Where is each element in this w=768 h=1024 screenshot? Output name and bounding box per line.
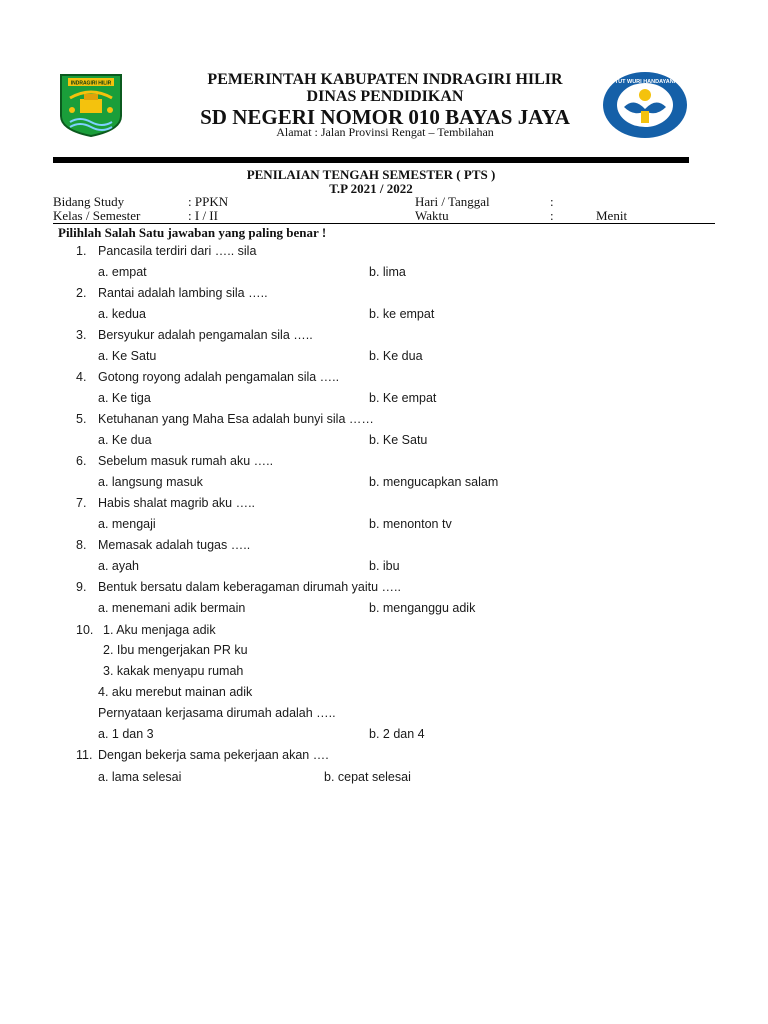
logo-motto-text: TUT WURI HANDAYANI [614, 79, 676, 85]
option-b: b. Ke dua [369, 349, 423, 363]
time-unit: Menit [596, 208, 628, 223]
question-number: 4. [76, 370, 87, 384]
option-b: b. menganggu adik [369, 601, 476, 615]
option-a: a. 1 dan 3 [98, 727, 154, 741]
question-text: Dengan bekerja sama pekerjaan akan …. [98, 748, 329, 762]
option-a: a. menemani adik bermain [98, 601, 246, 615]
question-text: Pancasila terdiri dari ….. sila [98, 244, 257, 258]
question-number: 9. [76, 580, 87, 594]
statement-3: 3. kakak menyapu rumah [103, 664, 244, 678]
question-number: 1. [76, 244, 87, 258]
question-text: Bentuk bersatu dalam keberagaman dirumah yaitu ….. [98, 580, 401, 594]
statement-4: 4. aku merebut mainan adik [98, 685, 253, 699]
header-divider [53, 157, 689, 163]
option-b: b. ke empat [369, 307, 435, 321]
question-number: 11. [76, 748, 93, 762]
date-value: : [550, 194, 554, 209]
question-text: Ketuhanan yang Maha Esa adalah bunyi sila …… [98, 412, 374, 426]
subject-label: Bidang Study [53, 194, 125, 209]
regency-emblem-logo [58, 72, 124, 138]
option-a: a. ayah [98, 559, 140, 573]
option-b: b. mengucapkan salam [369, 475, 499, 489]
statement-2: 2. Ibu mengerjakan PR ku [103, 643, 248, 657]
exam-title: PENILAIAN TENGAH SEMESTER ( PTS ) [246, 167, 496, 182]
class-value: : I / II [188, 208, 218, 223]
question-number: 10. [76, 623, 94, 637]
option-a: a. langsung masuk [98, 475, 203, 489]
question-number: 5. [76, 412, 87, 426]
option-b: b. lima [369, 265, 406, 279]
date-label: Hari / Tanggal [415, 194, 490, 209]
emblem-banner-text: INDRAGIRI HILIR [70, 80, 112, 87]
option-a: a. Ke dua [98, 433, 152, 447]
option-a: a. lama selesai [98, 770, 182, 784]
school-address: Alamat : Jalan Provinsi Rengat – Tembilahan [276, 125, 494, 139]
school-year: T.P 2021 / 2022 [329, 181, 413, 196]
instruction: Pilihlah Salah Satu jawaban yang paling benar ! [58, 225, 327, 240]
option-b: b. 2 dan 4 [369, 727, 425, 741]
option-a: a. mengaji [98, 517, 156, 531]
school-name: SD NEGERI NOMOR 010 BAYAS JAYA [200, 105, 570, 129]
time-label: Waktu [415, 208, 449, 223]
option-b: b. ibu [369, 559, 400, 573]
option-a: a. kedua [98, 307, 146, 321]
government-heading: PEMERINTAH KABUPATEN INDRAGIRI HILIR [207, 71, 563, 88]
question-text: Pernyataan kerjasama dirumah adalah ….. [98, 706, 336, 720]
subject-value: : PPKN [188, 194, 229, 209]
question-text: Gotong royong adalah pengamalan sila ….. [98, 370, 340, 384]
class-label: Kelas / Semester [53, 208, 141, 223]
question-text: Bersyukur adalah pengamalan sila ….. [98, 328, 313, 342]
question-text: Memasak adalah tugas ….. [98, 538, 251, 552]
department-heading: DINAS PENDIDIKAN [306, 88, 464, 105]
info-divider [53, 223, 715, 224]
option-a: a. empat [98, 265, 147, 279]
option-b: b. cepat selesai [324, 770, 411, 784]
option-a: a. Ke Satu [98, 349, 157, 363]
question-number: 6. [76, 454, 87, 468]
question-text: Habis shalat magrib aku ….. [98, 496, 256, 510]
statement-1: 1. Aku menjaga adik [103, 623, 216, 637]
question-number: 2. [76, 286, 87, 300]
option-b: b. Ke empat [369, 391, 437, 405]
time-colon: : [550, 208, 554, 223]
option-b: b. menonton tv [369, 517, 452, 531]
question-text: Sebelum masuk rumah aku ….. [98, 454, 274, 468]
question-number: 7. [76, 496, 87, 510]
question-number: 3. [76, 328, 87, 342]
question-number: 8. [76, 538, 87, 552]
option-b: b. Ke Satu [369, 433, 428, 447]
question-text: Rantai adalah lambing sila ….. [98, 286, 268, 300]
option-a: a. Ke tiga [98, 391, 151, 405]
